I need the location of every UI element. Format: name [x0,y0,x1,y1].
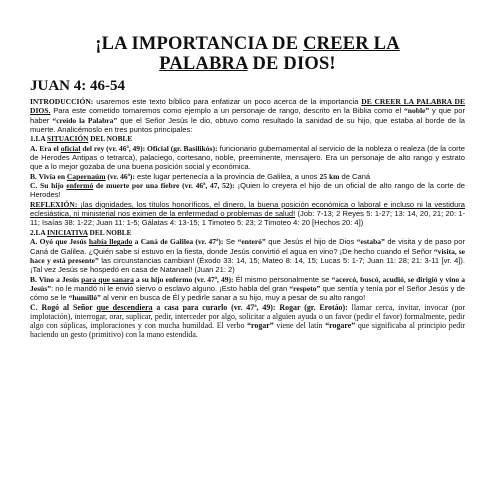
point-text: las circunstancias cambian! (Éxodo 33: 14, 15; Mateo 8: 14, 15; Lucas 5: 1-7; Juan 11: 28; 21: 3-11 [vr. 4]). ¡Tal vez Jesús se hospedó en casa de Natanael! (Juan 21: 2) [30,255,466,275]
section-2-heading [30,228,465,237]
point-keyword: había llegado [88,237,133,247]
point-text: de Caná [339,171,371,181]
title-underlined-1: CREER LA [303,34,400,54]
point-label: a su hijo enfermo (vr. 47ª, 49): [133,274,234,284]
intro-paragraph [30,97,465,134]
heading-rest: DEL NOBLE [88,134,133,144]
point-text: al venir en busca de Él y pedirle sanar a su hijo, muy a pesar de su alto rango! [100,293,366,303]
point-label: B. Vino a Jesús [30,274,82,284]
quoted-word: “respeto” [289,283,321,293]
point-label: a casa para curarlo (vr. 47ª, 49): Rogar (gr. Erotáo): [152,302,348,312]
section-1-heading [30,134,465,143]
point-keyword: oficial [60,143,81,153]
quoted-word: “estaba” [356,237,385,247]
point-text: viene del latín [273,320,326,330]
point-label: de muerte por una fiebre (vr. 46ª, 47, 52): [93,181,235,191]
heading-rest: DEL NOBLE [87,227,132,237]
heading-number: 2.LA [30,227,48,237]
title-underlined-2: PALABRA [159,54,248,74]
distance-value: 25 km [319,171,340,181]
title-suffix: DE DIOS! [247,54,336,74]
point-label: C. Su hijo [30,181,67,191]
reflection-references: (Job: 7-13; 2 Reyes 5: 1-27; 13: 14, 20, 21; 20: 1-11; Isaías 38: 1-22; Juan 11: 1-5; Gálatas 4: 13-15; 1 Timoteo 5: 23; 2 Timoteo 4: 20 [Hechos 20: 4]) [30,209,465,228]
quoted-word: “enteró” [237,237,266,247]
quoted-word: “rogare” [325,320,356,330]
title-prefix: ¡LA IMPORTANCIA DE [95,34,304,54]
point-text: que significaba al principio pedir haciendo un gesto (primitivo) con la mano estendida. [30,320,465,340]
point-text: Se [223,237,238,247]
quoted-word: “humilló” [68,293,101,303]
point-label: A. Oyó que Jesús [30,237,89,247]
quoted-word: “rogar” [247,320,274,330]
section-2-point-a [30,237,465,274]
point-label: C. Rogó al Señor [30,302,97,312]
heading-number: 1.LA [30,134,48,144]
point-text: de visita y de paso por Caná de Galilea. ¿Quién sabe si estuvo en la fiesta, donde Jesús convirtió el agua en vino? ¡De hecho cuando el Señor [30,237,465,256]
reflection-label: REFLEXIÓN: [30,199,78,209]
section-1-point-c [30,181,465,200]
intro-text: usaremos este texto bíblico para enfatizar un poco acerca de la importancia [93,97,362,106]
point-keyword: enfermó [66,181,94,191]
section-2-point-b [30,275,465,303]
point-text: funcionario gubernamental al servicio de la nobleza o realeza (de la corte de Herodes Antipas o tetrarca), palaciego, cortesano, noble, preeminente, mensajero. Era un personaje de alto rango y estrato que a lo mejor gozaba de una buena posición social y económica. [30,143,465,172]
quoted-word: “acercó, buscó, acudió, se dirigió y vino a Jesús” [30,274,465,293]
quoted-word: “visita, se hace y está presente” [30,246,465,265]
point-text: ¡Quien lo creyera el hijo de un oficial de alto rango de la corte de Herodes! [30,181,465,200]
section-1-point-a [30,144,465,172]
reflection-paragraph [30,200,465,228]
point-keyword: que descendiera [96,302,153,312]
point-text: que Jesús el hijo de Dios [265,237,357,247]
point-label: A. Era el [30,143,61,153]
intro-text: y que por haber [30,106,465,125]
point-text: que sentía y tenía por el Señor Jesús y de cómo se le [30,283,465,303]
intro-creido: “creído la Palabra” [52,115,118,125]
section-2-point-c [30,303,465,340]
point-text: : no le mandó ni le envió siervo o esclavo alguno. ¡Esto habla del gran [50,283,290,293]
intro-text: Para este cometido tomaremos como ejemplo a un personaje de rango, descrito en la Biblia como el [50,106,405,116]
point-text: llamar cerca, invitar, invocar (por implotación), interrogar, orar, suplicar, pedir, interceder por algo, solicitar a alguien ayuda o un favor (pedir el favor) formalmente, pedir algo con súplicas, imploraciones y con mucha humildad. El verbo [30,302,465,330]
point-text: este lugar pertenecía a la provincia de Galilea, a unos [134,171,320,181]
intro-noble: “noble” [404,106,430,116]
section-1-point-b [30,172,465,181]
reflection-underlined: ¡las dignidades, los títulos honoríficos, el dinero, la buena posición económica o laboral e incluso ni la vestidura eclesiástica, ni ministerial nos eximen de la enfermedad o problemas de salud! [30,199,465,219]
scripture-reference: JUAN 4: 46-54 [30,78,125,94]
point-text: Él mismo personalmente se [233,274,332,284]
intro-highlight: DE CREER LA PALABRA DE DIOS. [30,97,465,116]
intro-text: que el Señor Jesús le dio, obtuvo como resultado la sanidad de su hijo, que estaba al borde de la muerte. Analicémoslo en tres puntos principales: [30,115,466,135]
point-keyword: Capernaúm [66,171,106,181]
point-label: a Caná de Galilea (vr. 47ª): [132,237,224,247]
heading-keyword: SITUACIÓN [47,134,89,144]
heading-keyword: INICIATIVA [47,227,88,237]
point-label: del rey (vr. 46ª, 49): Oficial (gr. Basilikós): [80,143,218,153]
point-label: (vr. 46ª): [105,171,135,181]
point-keyword: para que sanara [81,274,134,284]
intro-label: INTRODUCCIÓN: [30,97,94,106]
document-title [30,34,465,74]
point-label: B. Vivía en [30,171,67,181]
